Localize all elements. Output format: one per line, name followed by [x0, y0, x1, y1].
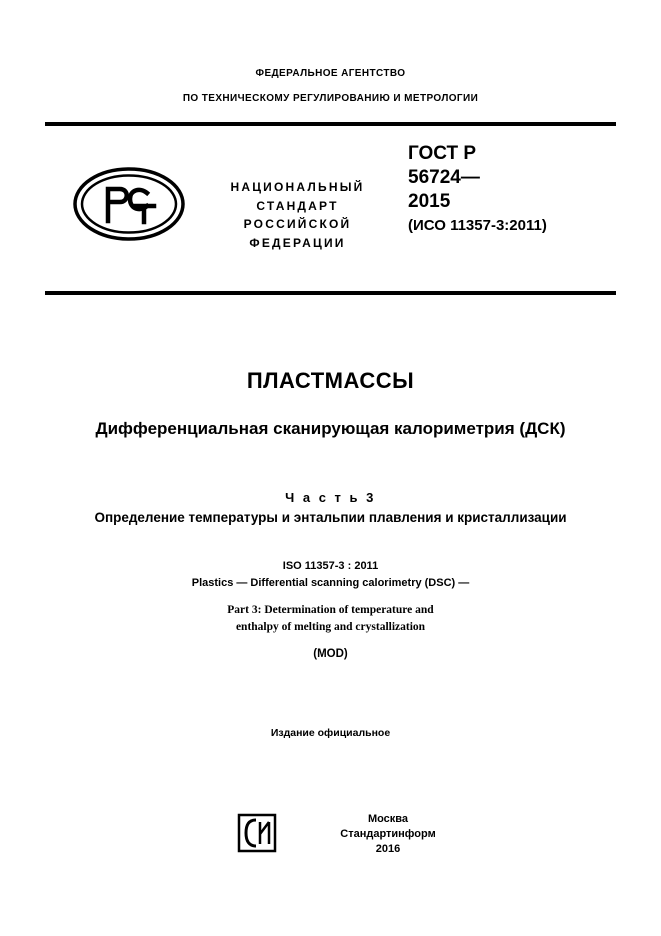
publisher-city: Москва	[367, 813, 409, 825]
national-line-3: РОССИЙСКОЙ	[243, 217, 352, 232]
designation-line-1: ГОСТ Р	[408, 143, 477, 164]
divider-bottom	[45, 291, 616, 295]
designation-line-2: 56724—	[408, 166, 480, 188]
standard-designation	[408, 142, 618, 236]
publisher-year: 2016	[375, 842, 401, 855]
part-label: Ч а с т ь 3	[285, 490, 376, 505]
publisher-name: Стандартинформ	[340, 827, 436, 840]
publisher-block	[288, 812, 488, 857]
iso-number: ISO 11357-3 : 2011	[282, 560, 379, 572]
iso-modification-degree: (MOD)	[313, 648, 348, 660]
official-edition-note: Издание официальное	[270, 727, 391, 739]
standartinform-logo-icon	[236, 812, 278, 854]
part-title: Определение температуры и энтальпии плавления и кристаллизации	[94, 510, 567, 525]
page-title: ПЛАСТМАССЫ	[246, 368, 415, 393]
iso-part-line-1: Part 3: Determination of temperature and	[227, 604, 434, 616]
national-line-4: ФЕДЕРАЦИИ	[249, 235, 346, 250]
page-subtitle: Дифференциальная сканирующая калориметрия (ДСК)	[95, 419, 566, 438]
iso-part-line-2: enthalpy of melting and crystallization	[235, 620, 426, 633]
iso-title: Plastics — Differential scanning calorimetry (DSC) —	[191, 576, 470, 589]
iso-reference-block	[45, 558, 616, 591]
iso-part-block	[45, 602, 616, 635]
agency-line-1: ФЕДЕРАЛЬНОЕ АГЕНТСТВО	[255, 68, 406, 79]
agency-line-2: ПО ТЕХНИЧЕСКОМУ РЕГУЛИРОВАНИЮ И МЕТРОЛОГИИ	[182, 93, 479, 104]
national-standard-block	[200, 178, 395, 252]
agency-header	[45, 68, 616, 104]
national-line-2: СТАНДАРТ	[256, 198, 339, 213]
national-line-1: НАЦИОНАЛЬНЫЙ	[230, 180, 365, 194]
designation-iso-equivalent: (ИСО 11357-3:2011)	[408, 217, 547, 235]
gost-r-emblem-icon	[72, 166, 186, 242]
divider-top	[45, 122, 616, 126]
designation-line-3: 2015	[408, 190, 451, 212]
